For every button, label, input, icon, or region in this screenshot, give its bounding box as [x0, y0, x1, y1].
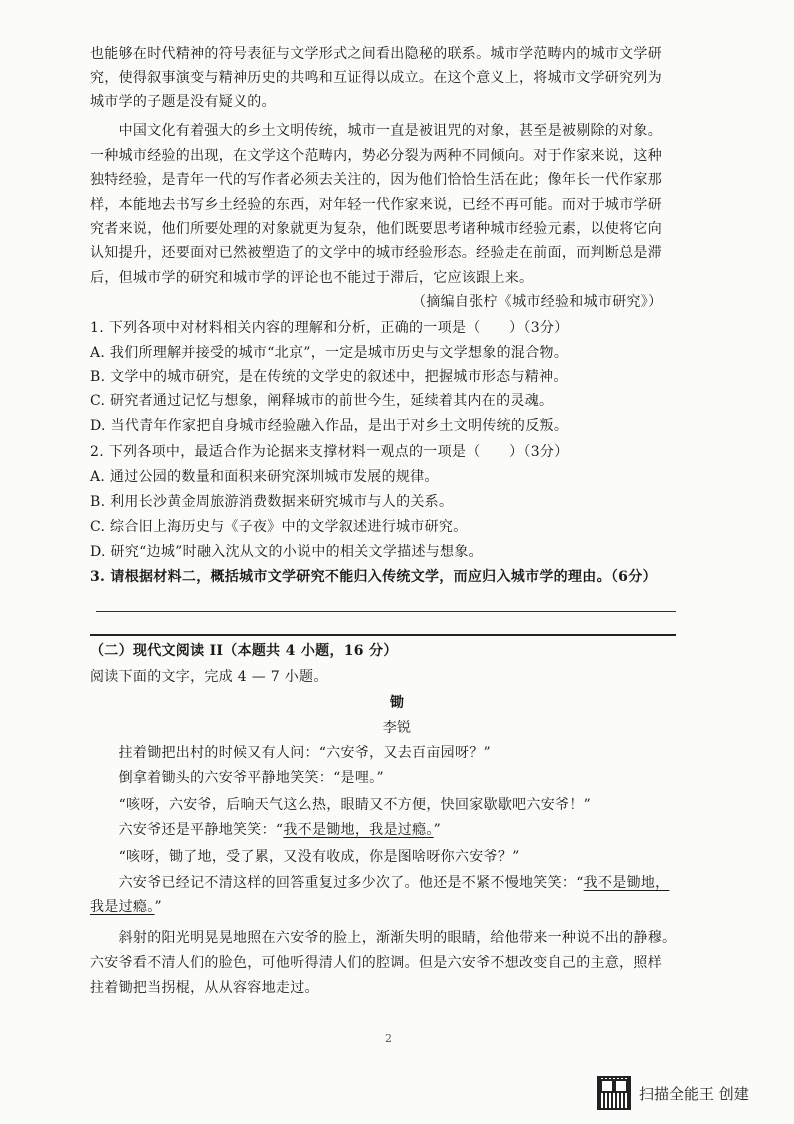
passage-line: 也能够在时代精神的符号表征与文学形式之间看出隐秘的联系。城市学范畴内的城市文学研 [90, 46, 662, 62]
story-text: ” [154, 899, 162, 915]
section-instruction: 阅读下面的文字，完成 4 — 7 小题。 [90, 669, 328, 685]
question-1: 1. 下列各项中对材料相关内容的理解和分析，正确的一项是（ ）（3分） [90, 320, 569, 336]
option-2b: B. 利用长沙黄金周旅游消费数据来研究城市与人的关系。 [90, 494, 454, 510]
section-divider [90, 634, 676, 636]
passage-line: 城市学的子题是没有疑义的。 [90, 94, 276, 110]
story-paragraph: 倒拿着锄头的六安爷平静地笑笑：“是哩。” [90, 770, 384, 786]
question-3: 3. 请根据材料二，概括城市文学研究不能归入传统文学，而应归入城市学的理由。（6分） [90, 569, 657, 585]
story-paragraph: 拄着锄把出村的时候又有人问：“六安爷，又去百亩园呀？” [90, 745, 492, 761]
qr-code-icon [597, 1076, 631, 1110]
passage-line: 究，使得叙事演变与精神历史的共鸣和互证得以成立。在这个意义上，将城市文学研究列为 [90, 70, 662, 86]
story-text: 六安爷还是平静地笑笑：“ [90, 822, 284, 838]
story-paragraph: 斜射的阳光明晃晃地照在六安爷的脸上，渐渐失明的眼睛，给他带来一种说不出的静穆。 [90, 930, 677, 946]
passage-line: 后，但城市学的研究和城市学的评论也不能过于滞后，它应该跟上来。 [90, 270, 534, 286]
story-paragraph [90, 897, 162, 917]
option-1a: A. 我们所理解并接受的城市“北京”，一定是城市历史与文学想象的混合物。 [90, 345, 569, 361]
story-paragraph: 拄着锄把当拐棍，从从容容地走过。 [90, 980, 319, 996]
story-paragraph: “咳呀，六安爷，后晌天气这么热，眼睛又不方便，快回家歇歇吧六安爷！” [90, 797, 592, 813]
option-2a: A. 通过公园的数量和面积来研究深圳城市发展的规律。 [90, 469, 439, 485]
option-1c: C. 研究者通过记忆与想象，阐释城市的前世今生，延续着其内在的灵魂。 [90, 393, 554, 409]
option-1d: D. 当代青年作家把自身城市经验融入作品，是出于对乡土文明传统的反叛。 [90, 418, 569, 434]
option-1b: B. 文学中的城市研究，是在传统的文学史的叙述中，把握城市形态与精神。 [90, 369, 568, 385]
option-2d: D. 研究“边城”时融入沈从文的小说中的相关文学描述与想象。 [90, 544, 483, 560]
story-paragraph [90, 873, 669, 893]
passage-line: 一种城市经验的出现，在文学这个范畴内，势必分裂为两种不同倾向。对于作家来说，这种 [90, 148, 662, 164]
scanner-watermark [597, 1076, 749, 1110]
passage-line: 中国文化有着强大的乡土文明传统，城市一直是被诅咒的对象，甚至是被剔除的对象。 [90, 123, 662, 139]
option-2c: C. 综合旧上海历史与《子夜》中的文学叙述进行城市研究。 [90, 519, 468, 535]
question-2: 2. 下列各项中，最适合作为论据来支撑材料一观点的一项是（ ）（3分） [90, 444, 569, 460]
story-paragraph [90, 820, 441, 840]
passage-source: （摘编自张柠《城市经验和城市研究》） [412, 294, 663, 310]
page-number: 2 [385, 1032, 392, 1045]
scanner-brand: 扫描全能王 创建 [639, 1084, 749, 1103]
story-author: 李锐 [382, 720, 412, 736]
story-text: ” [433, 822, 442, 838]
section-heading: （二）现代文阅读 II（本题共 4 小题，16 分） [90, 643, 398, 659]
passage-line: 独特经验，是青年一代的写作者必须去关注的，因为他们恰恰生活在此；像年长一代作家那 [90, 172, 662, 188]
underlined-text: 我不是锄地， [583, 875, 670, 891]
answer-line [96, 611, 676, 612]
underlined-text: 我不是锄地，我是过瘾。 [283, 822, 434, 838]
story-paragraph: 六安爷看不清人们的脸色，可他听得清人们的腔调。但是六安爷不想改变自己的主意，照样 [90, 955, 662, 971]
story-title: 锄 [389, 695, 405, 711]
passage-line: 究者来说，他们所要处理的对象就更为复杂，他们既要思考诸种城市经验元素，以使将它向 [90, 221, 662, 237]
underlined-text: 我是过瘾。 [90, 899, 155, 915]
story-text: 六安爷已经记不清这样的回答重复过多少次了。他还是不紧不慢地笑笑：“ [90, 875, 584, 891]
passage-line: 认知提升，还要面对已然被塑造了的文学中的城市经验形态。经验走在前面，而判断总是滞 [90, 245, 662, 261]
passage-line: 样，本能地去书写乡土经验的东西，对年轻一代作家来说，已经不再可能。而对于城市学研 [90, 197, 662, 213]
story-paragraph: “咳呀，锄了地，受了累，又没有收成，你是图啥呀你六安爷？” [90, 849, 520, 865]
